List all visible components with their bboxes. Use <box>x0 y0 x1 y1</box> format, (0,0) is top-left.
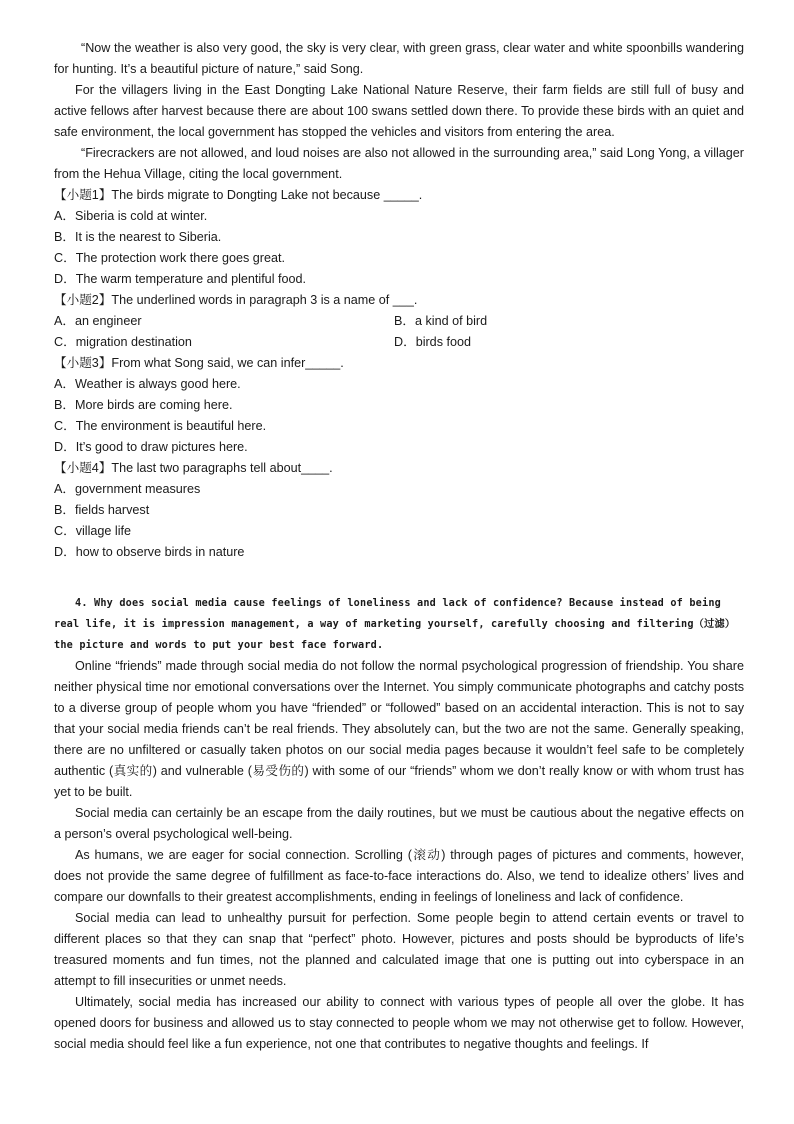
question-4-option-c: C．village life <box>54 524 131 538</box>
question-1-option-d: D．The warm temperature and plentiful food. <box>54 272 306 286</box>
question-4-option-a: A．government measures <box>54 482 201 496</box>
passage3-paragraph-1: “Now the weather is also very good, the sky is very clear, with green grass, clear water and white spoonbills wandering for hunting. It’s a beautiful picture of nature,” said Song. <box>54 41 744 76</box>
question-4-stem: 【小题4】The last two paragraphs tell about____. <box>54 461 333 475</box>
question-1-option-a: A．Siberia is cold at winter. <box>54 209 208 223</box>
question-3-option-a: A．Weather is always good here. <box>54 377 241 391</box>
passage4-paragraph-3: As humans, we are eager for social connection. Scrolling (滚动) through pages of pictures and comments, however, does not provide the same degree of fulfillment as face-to-face interactions do. Also, we tend to idealize others’ lives and compare our downfalls to their greatest accomplishments, ending in feelings of loneliness and lack of confidence. <box>54 848 744 904</box>
question-1-option-c: C．The protection work there goes great. <box>54 251 285 265</box>
passage4-paragraph-2: Social media can certainly be an escape from the daily routines, but we must be cautious about the negative effects on a person’s overal psychological well-being. <box>54 806 744 841</box>
section-spacer <box>54 563 744 593</box>
passage4-intro: 4. Why does social media cause feelings of loneliness and lack of confidence? Because instead of being real life, it is impression management, a way of marketing yourself, carefully choosing and filtering（过滤）the picture and words to put your best face forward. <box>54 598 736 651</box>
question-3-option-d: D．It’s good to draw pictures here. <box>54 440 248 454</box>
question-2-options-row-1 <box>54 311 744 332</box>
passage4-paragraph-5: Ultimately, social media has increased our ability to connect with various types of people all over the globe. It has opened doors for business and allowed us to stay connected to people whom we may not otherwise get to follow. However, social media should feel like a fun experience, not one that contributes to negative thoughts and feelings. If <box>54 995 744 1051</box>
question-4-option-d: D．how to observe birds in nature <box>54 545 245 559</box>
passage3-paragraph-2: For the villagers living in the East Dongting Lake National Nature Reserve, their farm fields are still full of busy and active fellows after harvest because there are about 100 swans settled down there. To provide these birds with an quiet and safe environment, the local government has stopped the vehicles and visitors from entering the area. <box>54 83 744 139</box>
passage4-paragraph-4: Social media can lead to unhealthy pursuit for perfection. Some people begin to attend certain events or travel to different places so that they can snap that “perfect” photo. However, pictures and posts should be byproducts of life’s treasured moments and fun times, not the planned and calculated image that one is putting out into cyberspace in an attempt to fill insecurities or unmet needs. <box>54 911 744 988</box>
passage3-paragraph-3: “Firecrackers are not allowed, and loud noises are also not allowed in the surrounding area,” said Long Yong, a villager from the Hehua Village, citing the local government. <box>54 146 744 181</box>
question-3-option-b: B．More birds are coming here. <box>54 398 233 412</box>
document-page <box>54 38 744 1055</box>
passage4-paragraph-1: Online “friends” made through social media do not follow the normal psychological progression of friendship. You share neither physical time nor emotional conversations over the Internet. You simply communicate photographs and catchy posts to a diverse group of people whom you have “friended” or “followed” based on an accidental interaction. This is not to say that your social media friends can’t be real friends. They absolutely can, but the two are not the same. Generally speaking, there are no unfiltered or casually taken photos on our social media pages because it wouldn’t feel safe to be completely authentic (真实的) and vulnerable (易受伤的) with some of our “friends” whom we don’t really know or with whom trust has yet to be built. <box>54 659 744 799</box>
question-2-options-row-2 <box>54 332 744 353</box>
question-4-option-b: B．fields harvest <box>54 503 150 517</box>
question-1-option-b: B．It is the nearest to Siberia. <box>54 230 222 244</box>
question-2-stem: 【小题2】The underlined words in paragraph 3 is a name of ___. <box>54 293 418 307</box>
question-2-option-c: C．migration destination <box>54 335 192 349</box>
question-3-stem: 【小题3】From what Song said, we can infer_____. <box>54 356 344 370</box>
question-2-option-a: A．an engineer <box>54 314 142 328</box>
question-2-option-d: D．birds food <box>394 335 471 349</box>
question-3-option-c: C．The environment is beautiful here. <box>54 419 267 433</box>
question-2-option-b: B．a kind of bird <box>394 314 488 328</box>
question-1-stem: 【小题1】The birds migrate to Dongting Lake not because _____. <box>54 188 423 202</box>
